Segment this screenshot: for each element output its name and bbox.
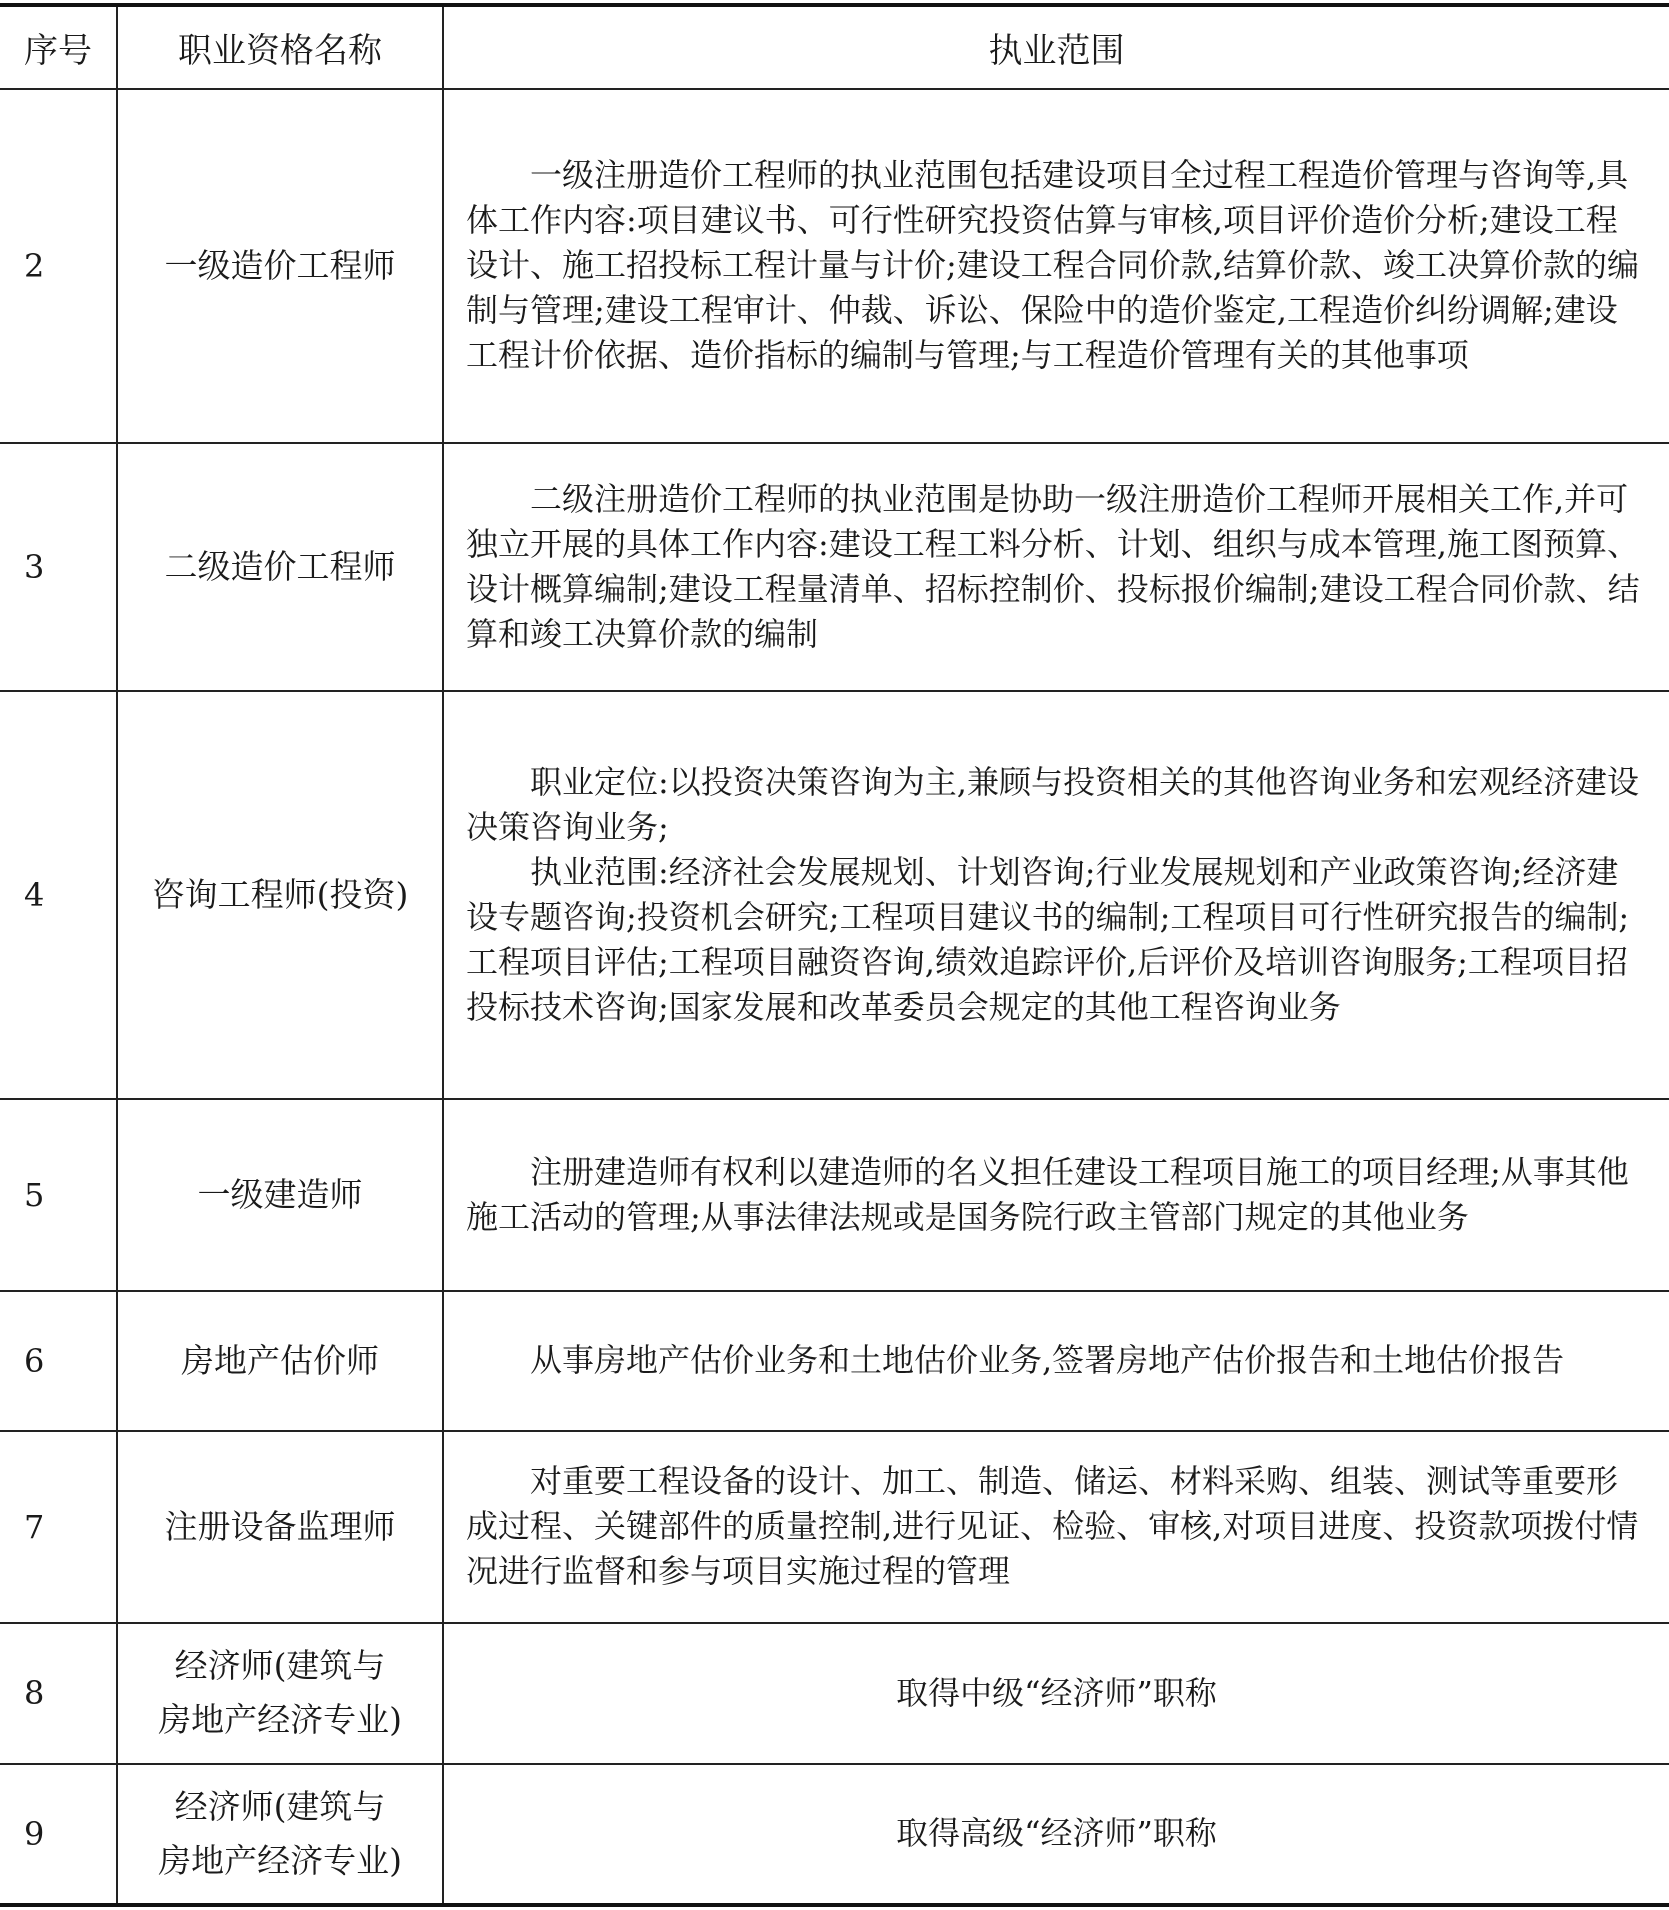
row-scope: 取得高级“经济师”职称 [443, 1764, 1669, 1905]
row-no: 2 [0, 89, 117, 443]
name-line: 房地产经济专业) [158, 1700, 402, 1740]
row-scope [443, 1291, 1669, 1431]
row-name: 一级建造师 [117, 1099, 443, 1291]
row-no: 9 [0, 1764, 117, 1905]
row-no: 7 [0, 1431, 117, 1623]
row-no: 3 [0, 443, 117, 691]
row-name: 房地产估价师 [117, 1291, 443, 1431]
row-name [117, 1623, 443, 1764]
table-row [0, 1099, 1669, 1291]
row-name: 一级造价工程师 [117, 89, 443, 443]
scope-paragraph: 对重要工程设备的设计、加工、制造、储运、材料采购、组装、测试等重要形成过程、关键部件的质量控制,进行见证、检验、审核,对项目进度、投资款项拨付情况进行监督和参与项目实施过程的管理 [466, 1462, 1639, 1591]
row-no: 4 [0, 691, 117, 1099]
row-scope [443, 443, 1669, 691]
row-name: 注册设备监理师 [117, 1431, 443, 1623]
row-name: 二级造价工程师 [117, 443, 443, 691]
scope-paragraph: 一级注册造价工程师的执业范围包括建设项目全过程工程造价管理与咨询等,具体工作内容:项目建议书、可行性研究投资估算与审核,项目评价造价分析;建设工程设计、施工招投标工程计量与计价;建设工程合同价款,结算价款、竣工决算价款的编制与管理;建设工程审计、仲裁、诉讼、保险中的造价鉴定,工程造价纠纷调解;建设工程计价依据、造价指标的编制与管理;与工程造价管理有关的其他事项 [466, 156, 1639, 375]
scope-paragraph: 执业范围:经济社会发展规划、计划咨询;行业发展规划和产业政策咨询;经济建设专题咨询;投资机会研究;工程项目建议书的编制;工程项目可行性研究报告的编制;工程项目评估;工程项目融资咨询,绩效追踪评价,后评价及培训咨询服务;工程项目招投标技术咨询;国家发展和改革委员会规定的其他工程咨询业务 [466, 852, 1630, 1026]
header-no: 序号 [0, 5, 117, 89]
row-scope [443, 1431, 1669, 1623]
scope-paragraph: 注册建造师有权利以建造师的名义担任建设工程项目施工的项目经理;从事其他施工活动的管理;从事法律法规或是国务院行政主管部门规定的其他业务 [466, 1153, 1629, 1237]
row-scope: 取得中级“经济师”职称 [443, 1623, 1669, 1764]
qualification-table [0, 3, 1669, 1907]
scope-paragraph: 职业定位:以投资决策咨询为主,兼顾与投资相关的其他咨询业务和宏观经济建设决策咨询业务; [466, 762, 1639, 846]
table-row [0, 1764, 1669, 1905]
row-name: 咨询工程师(投资) [117, 691, 443, 1099]
row-scope [443, 691, 1669, 1099]
scope-paragraph: 从事房地产估价业务和土地估价业务,签署房地产估价报告和土地估价报告 [530, 1341, 1565, 1380]
scope-paragraph: 二级注册造价工程师的执业范围是协助一级注册造价工程师开展相关工作,并可独立开展的具体工作内容:建设工程工料分析、计划、组织与成本管理,施工图预算、设计概算编制;建设工程量清单、招标控制价、投标报价编制;建设工程合同价款、结算和竣工决算价款的编制 [466, 479, 1640, 653]
name-line: 经济师(建筑与 [174, 1646, 386, 1686]
name-line: 房地产经济专业) [158, 1840, 402, 1880]
table-row [0, 443, 1669, 691]
header-scope: 执业范围 [443, 5, 1669, 89]
table-row [0, 89, 1669, 443]
table-row [0, 1431, 1669, 1623]
table-row [0, 1291, 1669, 1431]
row-no: 8 [0, 1623, 117, 1764]
row-no: 6 [0, 1291, 117, 1431]
row-name [117, 1764, 443, 1905]
header-name: 职业资格名称 [117, 5, 443, 89]
name-line: 经济师(建筑与 [174, 1786, 386, 1826]
table-row [0, 1623, 1669, 1764]
row-no: 5 [0, 1099, 117, 1291]
row-scope [443, 89, 1669, 443]
header-row [0, 5, 1669, 89]
row-scope [443, 1099, 1669, 1291]
table-row [0, 691, 1669, 1099]
